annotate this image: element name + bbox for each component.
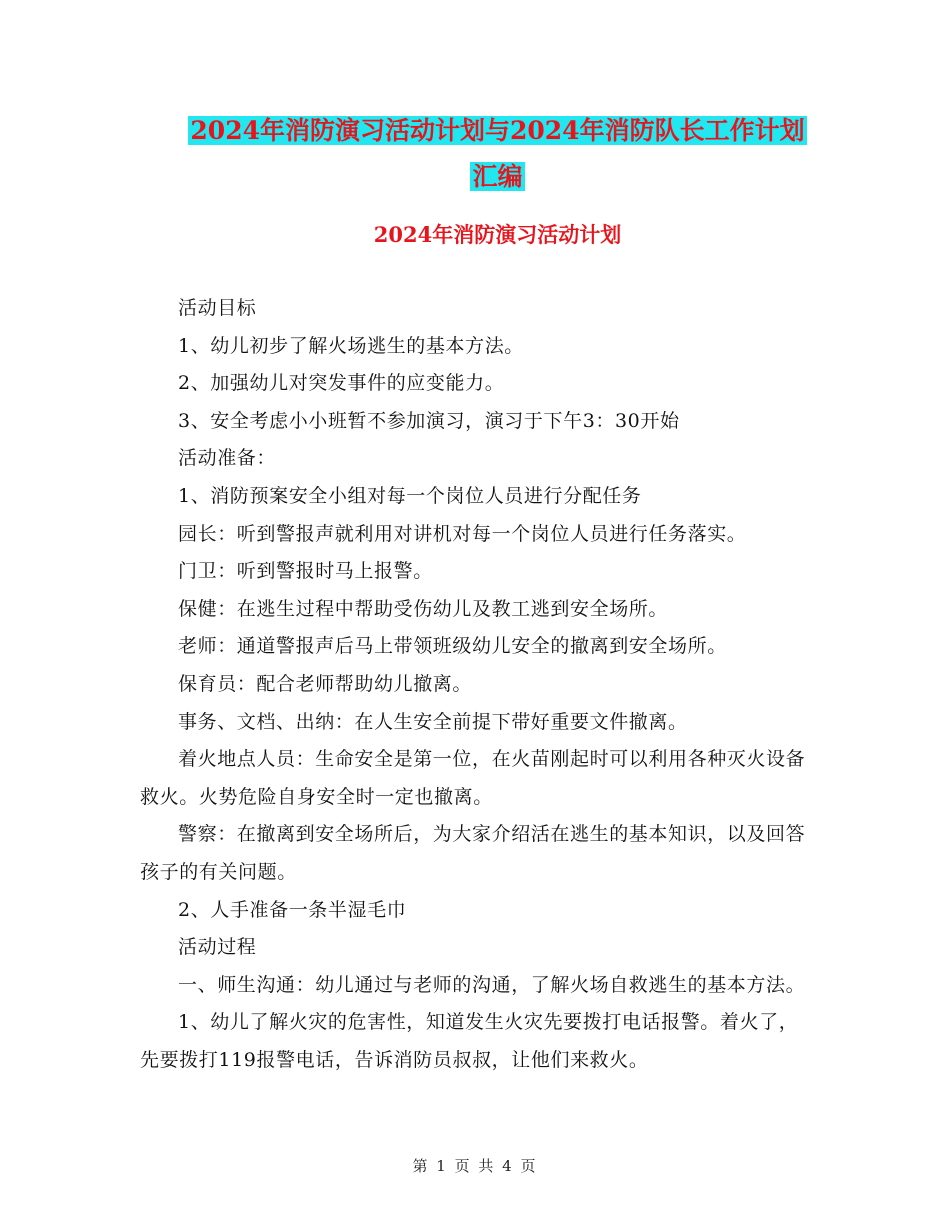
document-body (140, 290, 810, 1079)
paragraph: 门卫：听到警报时马上报警。 (178, 560, 433, 583)
paragraph: 一、师生沟通：幼儿通过与老师的沟通，了解火场自救逃生的基本方法。 (178, 973, 806, 996)
paragraph: 事务、文档、出纳：在人生安全前提下带好重要文件撤离。 (178, 710, 688, 733)
paragraph: 警察：在撤离到安全场所后，为大家介绍活在逃生的基本知识，以及回答孩子的有关问题。 (140, 823, 806, 883)
paragraph: 2、人手准备一条半湿毛巾 (178, 898, 407, 921)
paragraph: 3、安全考虑小小班暂不参加演习，演习于下午3：30开始 (178, 409, 680, 432)
document-title-line-1: 2024年消防演习活动计划与2024年消防队长工作计划 (190, 116, 805, 145)
document-title-line-2: 汇编 (472, 162, 523, 191)
paragraph: 1、消防预案安全小组对每一个岗位人员进行分配任务 (178, 484, 642, 507)
paragraph: 保育员：配合老师帮助幼儿撤离。 (178, 672, 473, 695)
paragraph: 着火地点人员：生命安全是第一位，在火苗刚起时可以利用各种灭火设备救火。火势危险自身安全时一定也撤离。 (140, 748, 806, 808)
paragraph: 1、幼儿了解火灾的危害性，知道发生火灾先要拨打电话报警。着火了，先要拨打119报警电话，告诉消防员叔叔，让他们来救火。 (140, 1011, 799, 1071)
paragraph: 保健：在逃生过程中帮助受伤幼儿及教工逃到安全场所。 (178, 597, 669, 620)
page-footer: 第 1 页 共 4 页 (412, 1157, 538, 1175)
paragraph: 园长：听到警报声就利用对讲机对每一个岗位人员进行任务落实。 (178, 522, 747, 545)
section-title: 2024年消防演习活动计划 (373, 222, 622, 247)
paragraph: 活动过程 (178, 936, 257, 959)
document-title (140, 108, 855, 200)
paragraph: 1、幼儿初步了解火场逃生的基本方法。 (178, 334, 524, 357)
paragraph: 活动准备： (178, 447, 277, 470)
paragraph: 老师：通道警报声后马上带领班级幼儿安全的撤离到安全场所。 (178, 635, 727, 658)
paragraph: 2、加强幼儿对突发事件的应变能力。 (178, 372, 505, 395)
paragraph: 活动目标 (178, 297, 257, 319)
